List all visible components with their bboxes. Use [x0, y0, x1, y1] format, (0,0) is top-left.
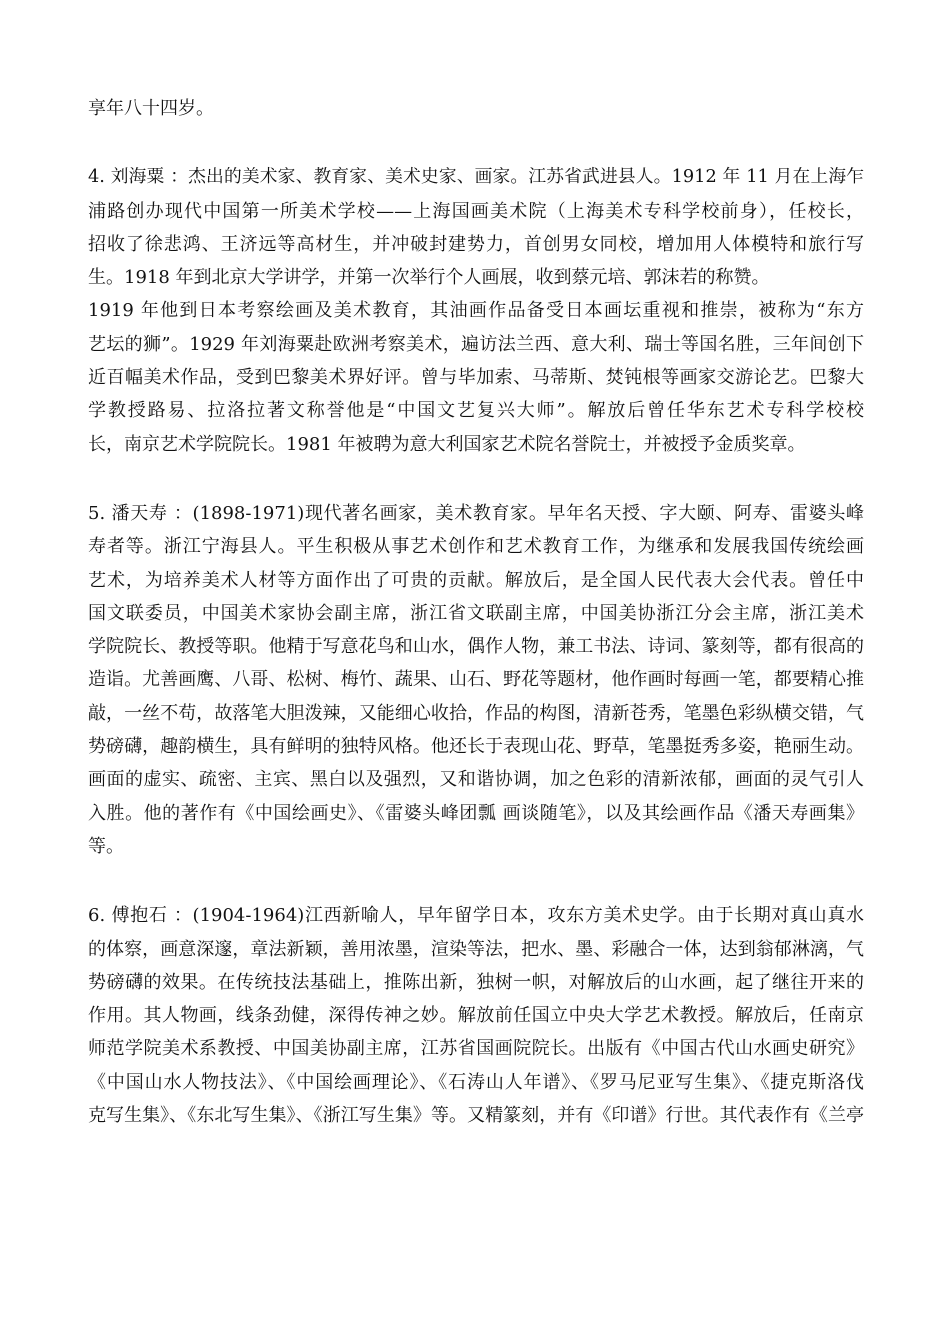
text-line: 长，南京艺术学院院长。1981 年被聘为意大利国家艺术院名誉院士，并被授予金质奖章。	[88, 433, 806, 455]
text-line: 生。1918 年到北京大学讲学，并第一次举行个人画展，收到蔡元培、郭沫若的称赞。	[88, 267, 770, 289]
text-line: 等。	[88, 835, 124, 857]
text-line: 的体察，画意深邃，章法新颖，善用浓墨，渲染等法，把水、墨、彩融合一体，达到翁郁淋漓，气	[88, 938, 864, 960]
text-line: 造诣。尤善画鹰、八哥、松树、梅竹、蔬果、山石、野花等题材，他作画时每画一笔，都要精心推	[88, 669, 864, 691]
text-line: 1919 年他到日本考察绘画及美术教育，其油画作品备受日本画坛重视和推崇，被称为“东方	[88, 300, 864, 322]
text-line: 5. 潘天寿 ：(1898-1971)现代著名画家，美术教育家。早年名天授、字大颐、阿寿、雷婆头峰	[88, 502, 864, 524]
paragraph-pan-tianshou	[88, 497, 864, 863]
text-line: 作用。其人物画，线条劲健，深得传神之妙。解放前任国立中央大学艺术教授。解放后，任南京	[88, 1005, 864, 1027]
text-line: 势磅礴的效果。在传统技法基础上，推陈出新，独树一帜，对解放后的山水画，起了继往开来的	[88, 971, 864, 993]
text-line: 寿者等。浙江宁海县人。平生积极从事艺术创作和艺术教育工作，为继承和发展我国传统绘画	[88, 536, 864, 558]
paragraph-fu-baoshi	[88, 899, 864, 1132]
text-line: 国文联委员，中国美术家协会副主席，浙江省文联副主席，中国美协浙江分会主席，浙江美术	[88, 602, 864, 624]
text-line: 《中国山水人物技法》、《中国绘画理论》、《石涛山人年谱》、《罗马尼亚写生集》、《捷克斯洛伐	[88, 1071, 864, 1093]
text-line: 克写生集》、《东北写生集》、《浙江写生集》等。又精篆刻，并有《印谱》行世。其代表作有《兰亭	[88, 1105, 864, 1127]
text-line: 享年八十四岁。	[88, 98, 214, 119]
text-line: 艺坛的狮”。1929 年刘海粟赴欧洲考察美术，遍访法兰西、意大利、瑞士等国名胜，三年间创下	[88, 333, 864, 355]
text-line: 近百幅美术作品，受到巴黎美术界好评。曾与毕加索、马蒂斯、焚钝根等画家交游论艺。巴黎大	[88, 367, 864, 389]
paragraph-intro-tail	[88, 92, 864, 125]
paragraph-gap	[88, 461, 864, 497]
text-line: 4. 刘海粟 ：杰出的美术家、教育家、美术史家、画家。江苏省武进县人。1912 年 11 月在上海乍	[88, 167, 864, 188]
text-line: 师范学院美术系教授、中国美协副主席，江苏省国画院院长。出版有《中国古代山水画史研究》	[88, 1038, 864, 1060]
text-line: 招收了徐悲鸿、王济远等高材生，并冲破封建势力，首创男女同校，增加用人体模特和旅行写	[88, 233, 864, 255]
text-line: 浦路创办现代中国第一所美术学校——上海国画美术院（上海美术专科学校前身），任校长，	[88, 200, 864, 222]
text-line: 学院院长、教授等职。他精于写意花鸟和山水，偶作人物，兼工书法、诗词、篆刻等，都有很高的	[88, 636, 864, 658]
paragraph-gap	[88, 863, 864, 899]
text-line: 势磅礴，趣韵横生，具有鲜明的独特风格。他还长于表现山花、野草，笔墨挺秀多姿，艳丽生动。	[88, 736, 864, 758]
paragraph-gap	[88, 125, 864, 161]
text-line: 学教授路易、拉洛拉著文称誉他是“中国文艺复兴大师”。解放后曾任华东艺术专科学校校	[88, 400, 864, 422]
text-line: 画面的虚实、疏密、主宾、黑白以及强烈，又和谐协调，加之色彩的清新浓郁，画面的灵气引人	[88, 769, 864, 791]
text-line: 6. 傅抱石 ：(1904-1964)江西新喻人，早年留学日本，攻东方美术史学。由于长期对真山真水	[88, 905, 864, 927]
text-line: 艺术，为培养美术人材等方面作出了可贵的贡献。解放后，是全国人民代表大会代表。曾任中	[88, 569, 864, 591]
document-page	[88, 92, 864, 1132]
paragraph-liu-haisu	[88, 161, 864, 461]
text-line: 入胜。他的著作有《中国绘画史》、《雷婆头峰团瓢 画谈随笔》，以及其绘画作品《潘天寿画集》	[88, 802, 864, 824]
text-line: 敲，一丝不苟，故落笔大胆泼辣，又能细心收拾，作品的构图，清新苍秀，笔墨色彩纵横交错，气	[88, 702, 864, 724]
